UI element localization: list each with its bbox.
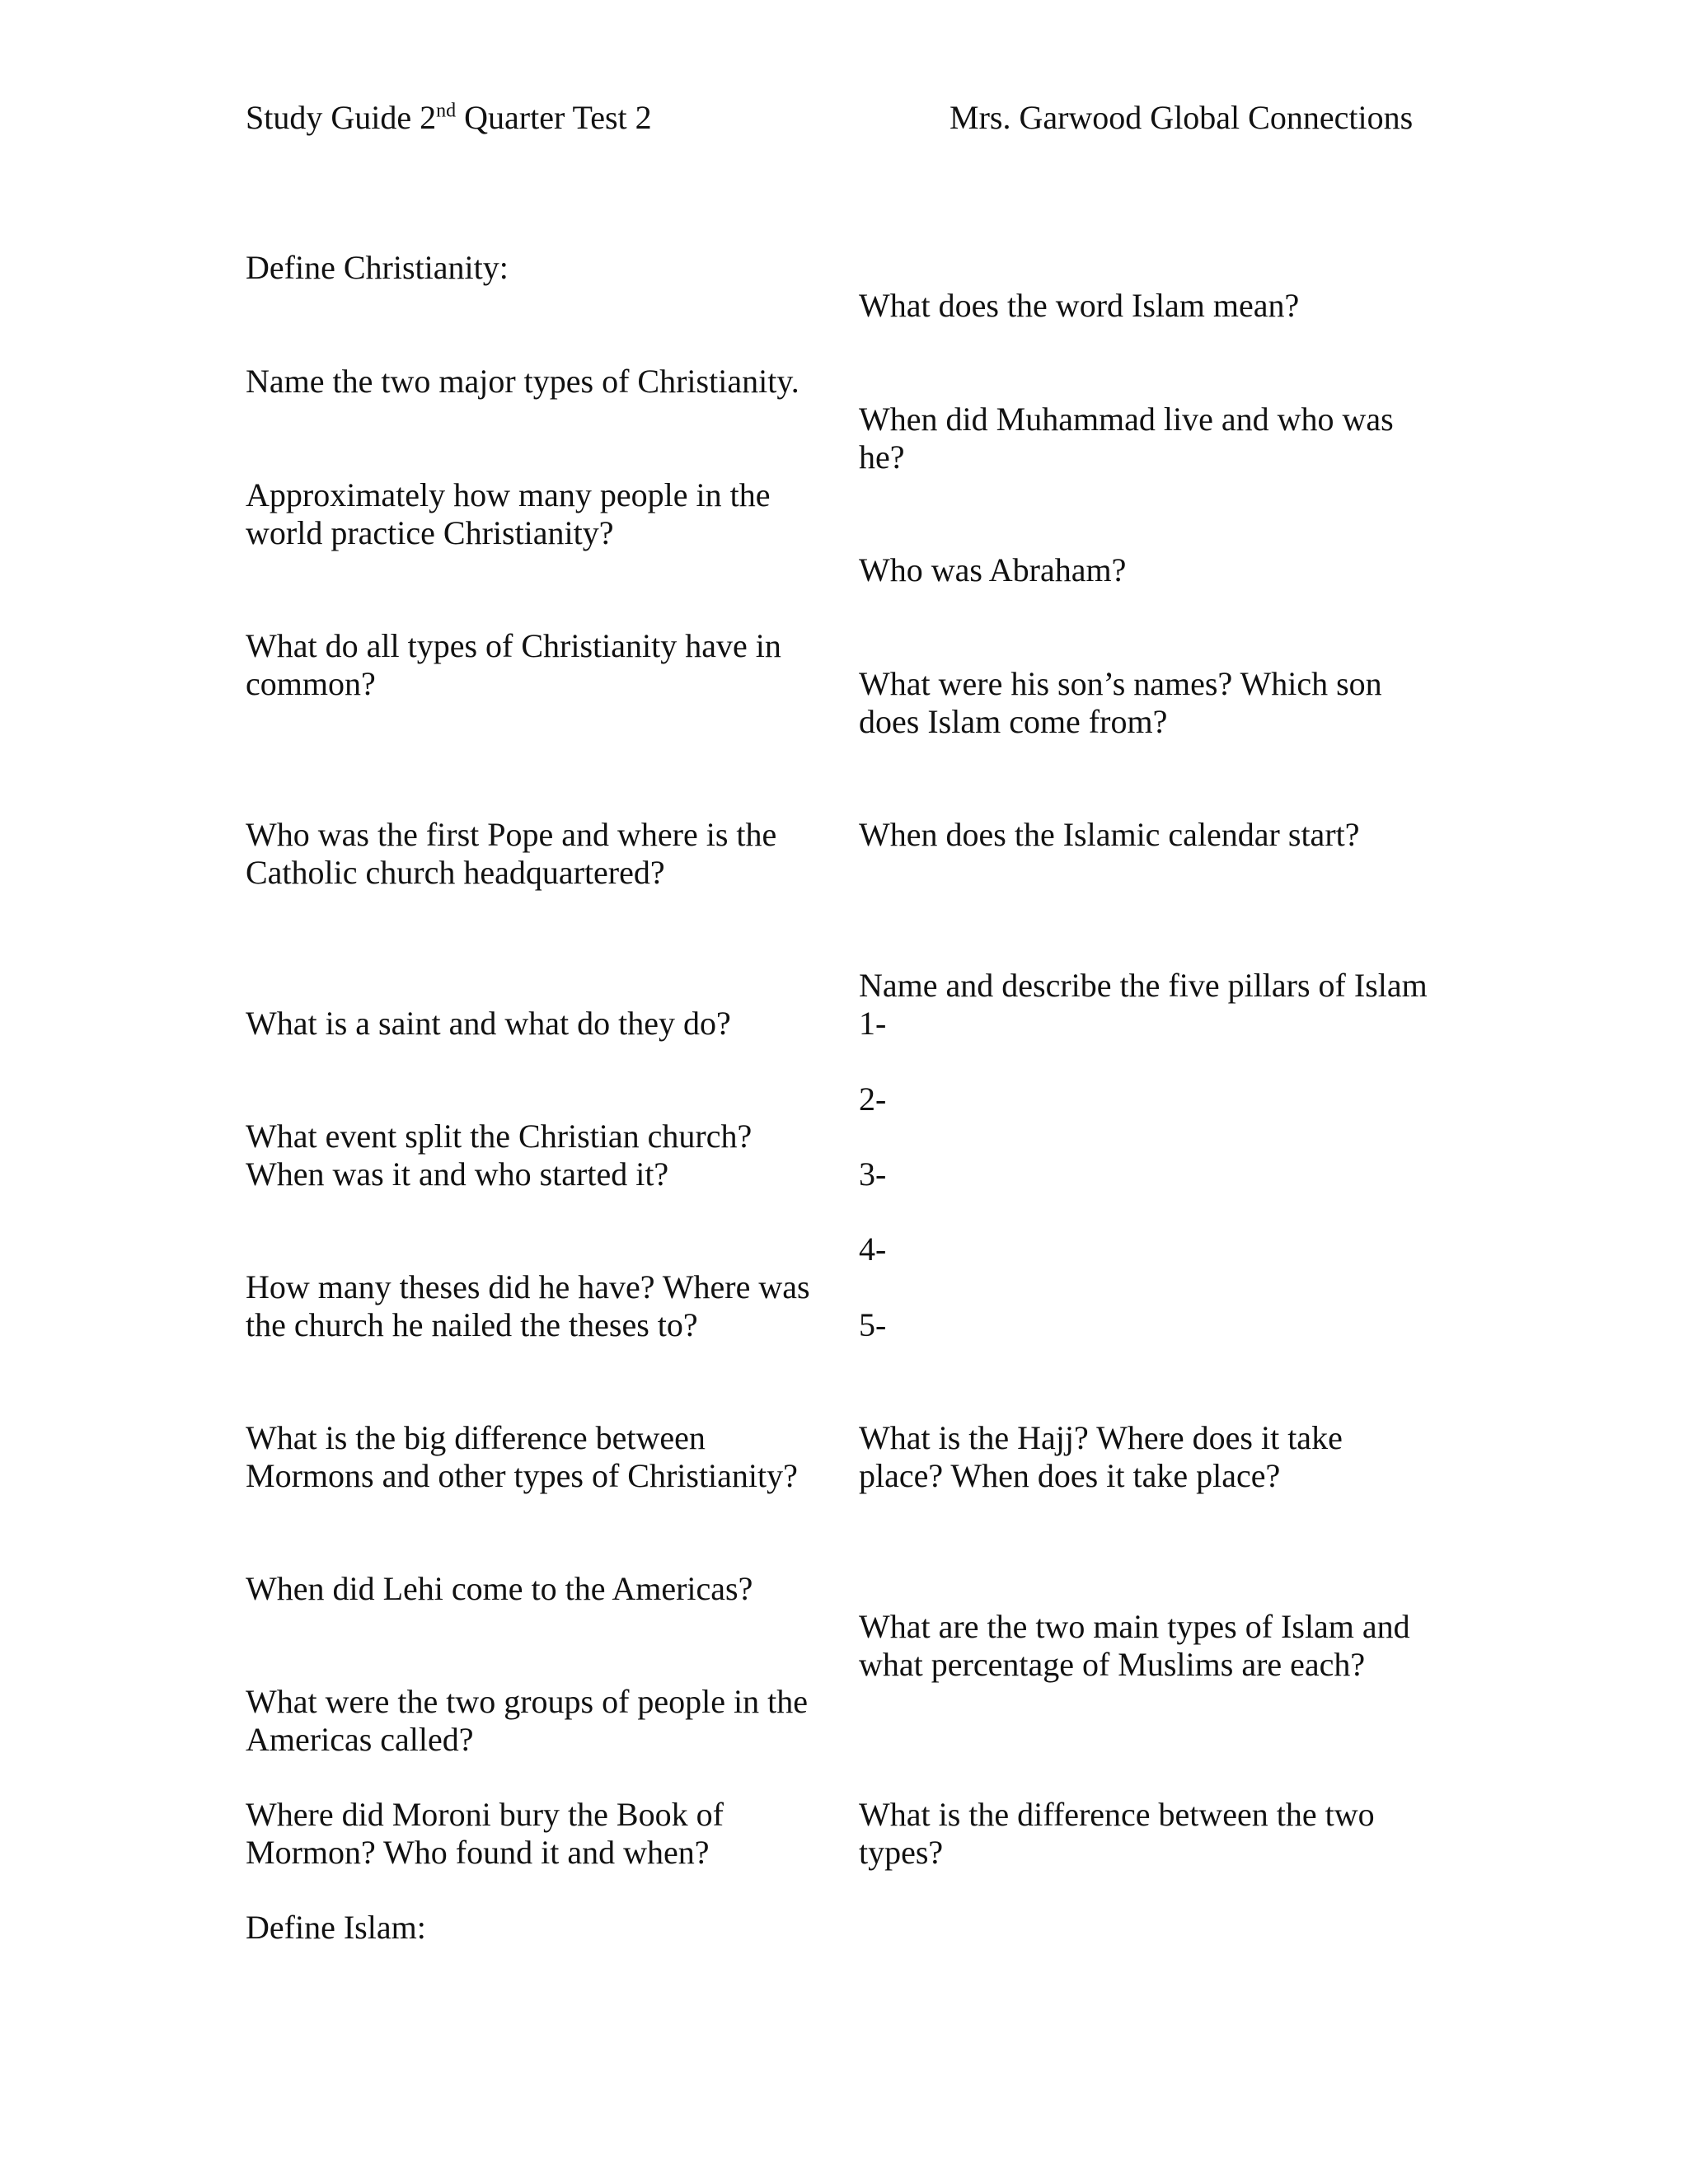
question-common-beliefs <box>246 627 839 703</box>
header-title-superscript: nd <box>436 100 457 122</box>
question-line: Americas called? <box>246 1721 474 1758</box>
question-line: What do all types of Christianity have in <box>246 627 781 664</box>
question-two-groups <box>246 1683 839 1759</box>
question-line: Define Christianity: <box>246 249 509 286</box>
question-types-difference <box>859 1796 1452 1872</box>
question-church-split <box>246 1118 839 1193</box>
question-line: How many theses did he have? Where was <box>246 1268 810 1305</box>
question-line: what percentage of Muslims are each? <box>859 1646 1366 1683</box>
question-line: 4- <box>859 1230 887 1268</box>
question-line: Name and describe the five pillars of Islam <box>859 967 1428 1004</box>
question-islam-meaning <box>859 287 1452 325</box>
question-line: When did Lehi come to the Americas? <box>246 1570 753 1607</box>
question-how-many-christians <box>246 476 839 552</box>
question-line: 2- <box>859 1080 887 1118</box>
question-line: 5- <box>859 1306 887 1343</box>
question-line: types? <box>859 1834 944 1871</box>
header-title <box>246 97 652 138</box>
question-line: place? When does it take place? <box>859 1457 1281 1494</box>
question-line: common? <box>246 665 376 702</box>
question-define-islam <box>246 1909 839 1947</box>
question-line: the church he nailed the theses to? <box>246 1306 698 1343</box>
question-line: Mormon? Who found it and when? <box>246 1834 710 1871</box>
header-title-prefix: Study Guide 2 <box>246 99 437 136</box>
question-line: What is the difference between the two <box>859 1796 1375 1833</box>
question-first-pope <box>246 816 839 892</box>
question-line: Mormons and other types of Christianity? <box>246 1457 798 1494</box>
question-line: What were the two groups of people in the <box>246 1683 809 1720</box>
question-line: What is the big difference between <box>246 1419 706 1456</box>
question-two-types-christianity <box>246 363 839 401</box>
question-line: Who was the first Pope and where is the <box>246 816 777 853</box>
question-muhammad <box>859 401 1452 476</box>
question-line: When was it and who started it? <box>246 1155 669 1193</box>
pillar-item-3 <box>859 1155 1452 1193</box>
question-line: Catholic church headquartered? <box>246 854 665 891</box>
question-line: Define Islam: <box>246 1909 426 1946</box>
question-line: When did Muhammad live and who was <box>859 401 1394 438</box>
question-abraham-sons <box>859 665 1452 741</box>
question-line: When does the Islamic calendar start? <box>859 816 1360 853</box>
question-abraham <box>859 551 1452 589</box>
question-theses <box>246 1268 839 1344</box>
pillar-item-4 <box>859 1230 1452 1268</box>
question-define-christianity <box>246 249 839 287</box>
header-title-suffix: Quarter Test 2 <box>456 99 652 136</box>
question-line: does Islam come from? <box>859 703 1168 740</box>
question-two-types-islam <box>859 1608 1452 1684</box>
question-line: Where did Moroni bury the Book of <box>246 1796 724 1833</box>
question-mormons-difference <box>246 1419 839 1495</box>
question-line: Approximately how many people in the <box>246 476 771 513</box>
question-line: What is a saint and what do they do? <box>246 1005 731 1042</box>
question-saint <box>246 1005 839 1043</box>
question-line: Name the two major types of Christianity. <box>246 363 799 400</box>
question-line: What were his son’s names? Which son <box>859 665 1382 702</box>
question-lehi <box>246 1570 839 1608</box>
question-line: What does the word Islam mean? <box>859 287 1300 324</box>
question-line: What are the two main types of Islam and <box>859 1608 1410 1645</box>
question-line: he? <box>859 438 905 476</box>
pillar-item-2 <box>859 1080 1452 1118</box>
question-five-pillars <box>859 967 1452 1043</box>
pillar-item-1: 1- <box>859 1005 887 1042</box>
question-line: What event split the Christian church? <box>246 1118 753 1155</box>
question-line: world practice Christianity? <box>246 514 614 551</box>
question-line: 3- <box>859 1155 887 1193</box>
question-moroni <box>246 1796 839 1872</box>
header-teacher-course: Mrs. Garwood Global Connections <box>950 99 1414 136</box>
question-line: What is the Hajj? Where does it take <box>859 1419 1343 1456</box>
question-islamic-calendar <box>859 816 1452 854</box>
question-hajj <box>859 1419 1452 1495</box>
pillar-item-5 <box>859 1306 1452 1344</box>
question-line: Who was Abraham? <box>859 551 1127 588</box>
